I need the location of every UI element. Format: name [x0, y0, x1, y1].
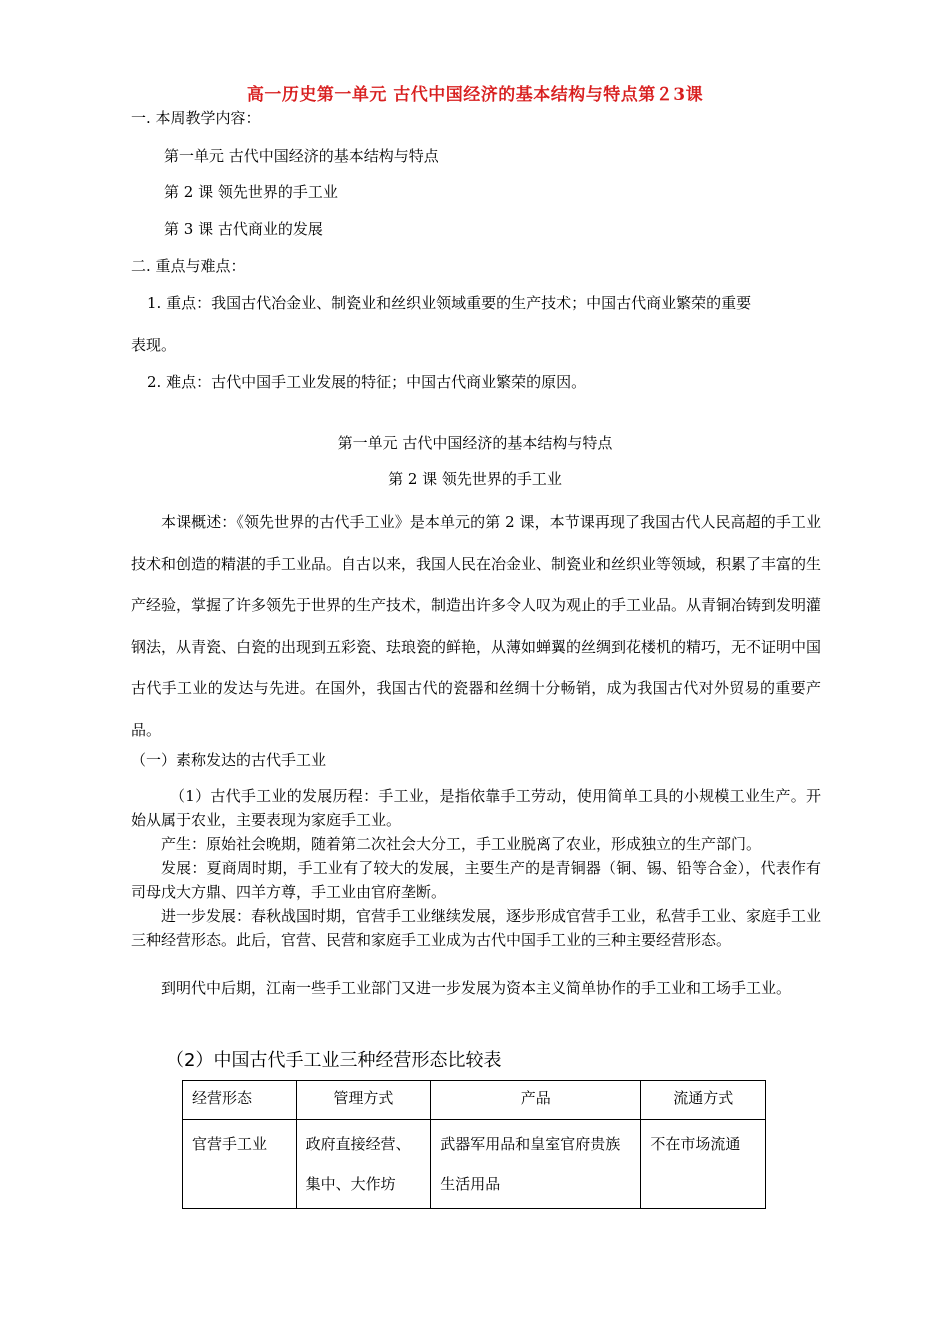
section1-heading: 一. 本周教学内容：: [131, 109, 261, 127]
table-header-cell: 产品: [431, 1081, 641, 1120]
comparison-table: [182, 1080, 766, 1209]
table-cell: 政府直接经营、集中、大作坊: [296, 1120, 431, 1209]
growth-paragraph: 发展：夏商周时期，手工业有了较大的发展，主要生产的是青铜器（铜、锡、铅等合金），代表作有司母戊大方鼎、四羊方尊，手工业由官府垄断。: [131, 859, 821, 901]
table-header-row: [183, 1081, 766, 1120]
origin-paragraph: 产生：原始社会晚期，随着第二次社会大分工，手工业脱离了农业，形成独立的生产部门。: [161, 835, 762, 853]
unit-heading: 第一单元 古代中国经济的基本结构与特点: [337, 434, 613, 452]
further-development-paragraph: 进一步发展：春秋战国时期，官营手工业继续发展，逐步形成官营手工业，私营手工业、家庭手工业三种经营形态。此后，官营、民营和家庭手工业成为古代中国手工业的三种主要经营形态。: [131, 907, 822, 949]
document-title: 高一历史第一单元 古代中国经济的基本结构与特点第２3课: [246, 85, 704, 105]
table-row: [183, 1120, 766, 1209]
section1-item: 第 3 课 古代商业的发展: [164, 220, 323, 238]
table-cell: 武器军用品和皇室官府贵族生活用品: [431, 1120, 641, 1209]
table-cell: 不在市场流通: [641, 1120, 766, 1209]
section2-heading: 二. 重点与难点：: [131, 257, 246, 275]
table-header-cell: 经营形态: [183, 1081, 297, 1120]
key-point-1: 1. 重点：我国古代冶金业、制瓷业和丝织业领域重要的生产技术；中国古代商业繁荣的重要: [147, 294, 752, 312]
lesson-heading: 第 2 课 领先世界的手工业: [388, 470, 562, 488]
section1-item: 第一单元 古代中国经济的基本结构与特点: [164, 147, 439, 165]
table-cell: 官营手工业: [183, 1120, 297, 1209]
development-intro: （1）古代手工业的发展历程：手工业，是指依靠手工劳动，使用简单工具的小规模工业生产。开始从属于农业，主要表现为家庭手工业。: [131, 787, 821, 829]
comparison-table-caption: （2）中国古代手工业三种经营形态比较表: [166, 1050, 502, 1071]
ming-dynasty-paragraph: 到明代中后期，江南一些手工业部门又进一步发展为资本主义简单协作的手工业和工场手工业。: [161, 979, 792, 997]
table-header-cell: 流通方式: [641, 1081, 766, 1120]
key-point-1-continued: 表现。: [131, 336, 177, 354]
section1-item: 第 2 课 领先世界的手工业: [164, 183, 338, 201]
part1-heading: （一）素称发达的古代手工业: [131, 751, 327, 769]
difficult-point-2: 2. 难点：古代中国手工业发展的特征；中国古代商业繁荣的原因。: [147, 373, 587, 391]
lesson-overview: 本课概述：《领先世界的古代手工业》是本单元的第 2 课，本节课再现了我国古代人民高超的手工业技术和创造的精湛的手工业品。自古以来，我国人民在冶金业、制瓷业和丝织业等领域，积累了丰富的生产经验，掌握了许多领先于世界的生产技术，制造出许多令人叹为观止的手工业品。从青铜冶铸到发明灌钢法，从青瓷、白瓷的出现到五彩瓷、珐琅瓷的鲜艳，从薄如蝉翼的丝绸到花楼机的精巧，无不证明中国古代手工业的发达与先进。在国外，我国古代的瓷器和丝绸十分畅销，成为我国古代对外贸易的重要产品。: [131, 513, 822, 739]
table-header-cell: 管理方式: [296, 1081, 431, 1120]
